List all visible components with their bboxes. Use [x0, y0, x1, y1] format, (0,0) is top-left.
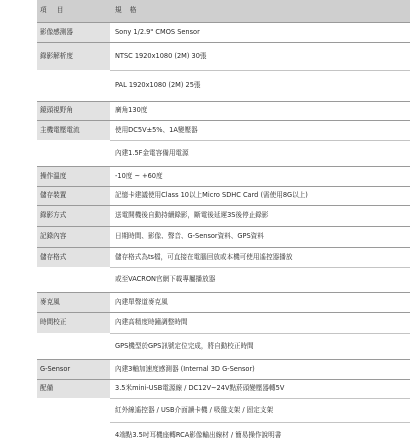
row-label: [37, 333, 110, 359]
row-value: 日期時間、影像、聲音、G-Sensor資料、GPS資料: [110, 226, 410, 247]
table-row: [37, 186, 410, 205]
row-value: 廣角130度: [110, 101, 410, 120]
row-value: 內建1.5F金電容備用電源: [110, 140, 410, 166]
row-value: GPS機型於GPS訊號定位完成，將自動校正時間: [110, 333, 410, 359]
table-row: [37, 42, 410, 70]
row-label: 配備: [37, 379, 110, 398]
table-row: [37, 247, 410, 267]
row-value: 內建單聲道麥克風: [110, 292, 410, 312]
row-value: 儲存格式為ts檔，可直接在電腦回放或本機可使用遙控器播放: [110, 247, 410, 267]
table-row: [37, 379, 410, 398]
row-value: 使用DC5V±5%、1A變壓器: [110, 120, 410, 140]
table-row: [37, 267, 410, 292]
table-row: [37, 398, 410, 422]
table-row: [37, 312, 410, 333]
table-row: [37, 205, 410, 226]
row-label: 主機電壓電流: [37, 120, 110, 140]
row-label: 鏡頭視野角: [37, 101, 110, 120]
table-row: [37, 101, 410, 120]
header-label: 項 目: [37, 0, 110, 22]
row-value: Sony 1/2.9" CMOS Sensor: [110, 22, 410, 42]
row-label: [37, 140, 110, 166]
row-value: 紅外線遙控器 / USB介面讀卡機 / 吸盤支架 / 固定支架: [110, 398, 410, 422]
table-row: [37, 292, 410, 312]
table-row: [37, 226, 410, 247]
row-label: 儲存格式: [37, 247, 110, 267]
row-label: G-Sensor: [37, 359, 110, 379]
row-label: 影像感測器: [37, 22, 110, 42]
row-value: 或至VACRON官網下載專屬播放器: [110, 267, 410, 292]
row-value: 記憶卡建議使用Class 10以上Micro SDHC Card (需使用8G以上): [110, 186, 410, 205]
table-row: [37, 140, 410, 166]
table-row: [37, 333, 410, 359]
table-row: [37, 70, 410, 101]
table-row: [37, 359, 410, 379]
row-value: 送電開機後自動持續錄影，斷電後延遲3S後停止錄影: [110, 205, 410, 226]
row-label: 儲存裝置: [37, 186, 110, 205]
row-label: [37, 267, 110, 292]
row-label: 時間校正: [37, 312, 110, 333]
table-row: [37, 22, 410, 42]
row-label: [37, 422, 110, 448]
row-label: 操作溫度: [37, 166, 110, 186]
row-label: 記錄內容: [37, 226, 110, 247]
row-value: 內建高精度時鐘調整時間: [110, 312, 410, 333]
spec-table: [37, 0, 410, 448]
table-row: [37, 120, 410, 140]
header-value: 規 格: [110, 0, 410, 22]
row-value: 3.5米mini-USB電源線 / DC12V~24V點菸頭變壓器轉5V: [110, 379, 410, 398]
row-value: 內建3軸加速度感測器 (Internal 3D G-Sensor): [110, 359, 410, 379]
row-label: [37, 70, 110, 101]
row-label: 錄影方式: [37, 205, 110, 226]
row-label: 麥克風: [37, 292, 110, 312]
row-value: -10度 ~ +60度: [110, 166, 410, 186]
row-value: PAL 1920x1080 (2M) 25張: [110, 70, 410, 101]
table-row: [37, 422, 410, 448]
row-value: 4端點3.5吋耳機座轉RCA影像輸出線材 / 簡易操作說明書: [110, 422, 410, 448]
table-row: [37, 166, 410, 186]
table-header-row: [37, 0, 410, 22]
row-label: 錄影解析度: [37, 42, 110, 70]
row-value: NTSC 1920x1080 (2M) 30張: [110, 42, 410, 70]
row-label: [37, 398, 110, 422]
